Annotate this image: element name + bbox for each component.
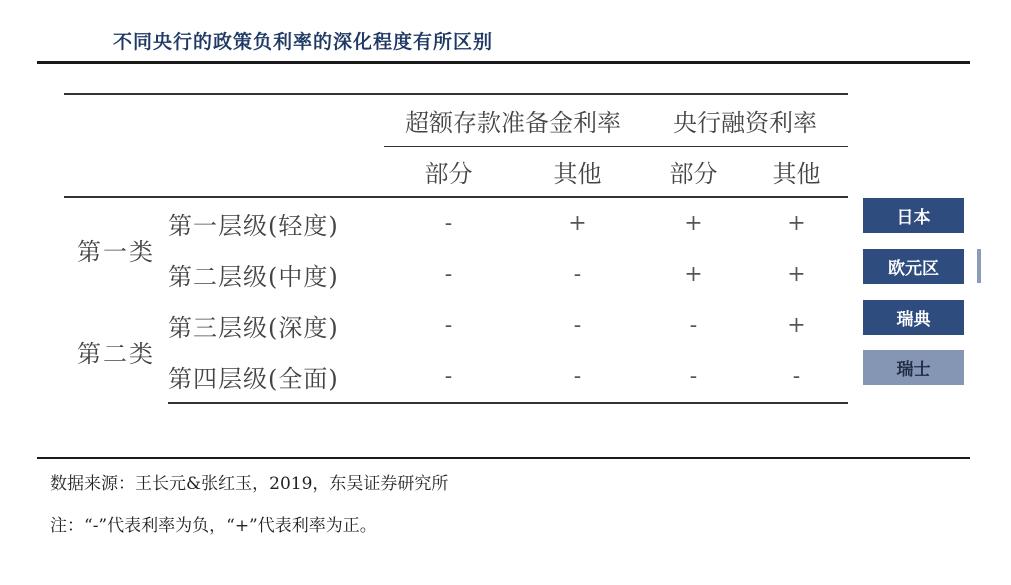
value-cell: + (568, 211, 587, 236)
value-cell: + (684, 211, 703, 236)
value-cell: - (642, 351, 745, 403)
table-row (64, 197, 848, 249)
subheader-cell: 其他 (513, 147, 642, 198)
table-row (64, 300, 848, 351)
category-label: 第二类 (77, 340, 155, 368)
top-divider (37, 61, 970, 64)
value-cell: - (573, 313, 582, 338)
footnote: 注：“-”代表利率为负，“+”代表利率为正。 (50, 516, 377, 536)
table-subheader-row (64, 147, 848, 198)
value-cell: - (384, 351, 513, 403)
group-header-financing: 央行融资利率 (642, 94, 848, 147)
policy-rate-table (64, 93, 848, 404)
value-cell: - (444, 211, 453, 236)
subheader-cell: 部分 (642, 147, 745, 198)
badge-sweden: 瑞典 (863, 300, 964, 335)
value-cell: - (444, 262, 453, 287)
value-cell: - (573, 262, 582, 287)
table-row (64, 351, 848, 403)
source-note: 数据来源：王长元&张红玉，2019，东吴证券研究所 (50, 474, 449, 494)
bottom-divider (37, 457, 970, 459)
badge-switzerland: 瑞士 (863, 350, 964, 385)
value-cell: - (444, 313, 453, 338)
value-cell: - (745, 351, 848, 403)
side-marker (977, 249, 981, 283)
level-label: 第三层级(深度) (168, 314, 339, 342)
value-cell: + (787, 211, 806, 236)
value-cell: + (684, 262, 703, 287)
table-row (64, 249, 848, 300)
badge-eurozone: 欧元区 (863, 249, 964, 284)
badge-japan: 日本 (863, 198, 964, 233)
value-cell: + (787, 313, 806, 338)
level-label: 第四层级(全面) (168, 351, 384, 403)
category-label: 第一类 (77, 237, 155, 266)
subheader-cell: 部分 (384, 147, 513, 198)
value-cell: - (689, 313, 698, 338)
group-header-reserve: 超额存款准备金利率 (384, 94, 642, 147)
level-label: 第一层级(轻度) (168, 212, 339, 240)
subheader-cell: 其他 (745, 147, 848, 198)
table-header-row (64, 94, 848, 147)
page-title: 不同央行的政策负利率的深化程度有所区别 (113, 31, 494, 53)
value-cell: - (513, 351, 642, 403)
value-cell: + (787, 262, 806, 287)
level-label: 第二层级(中度) (168, 263, 339, 291)
